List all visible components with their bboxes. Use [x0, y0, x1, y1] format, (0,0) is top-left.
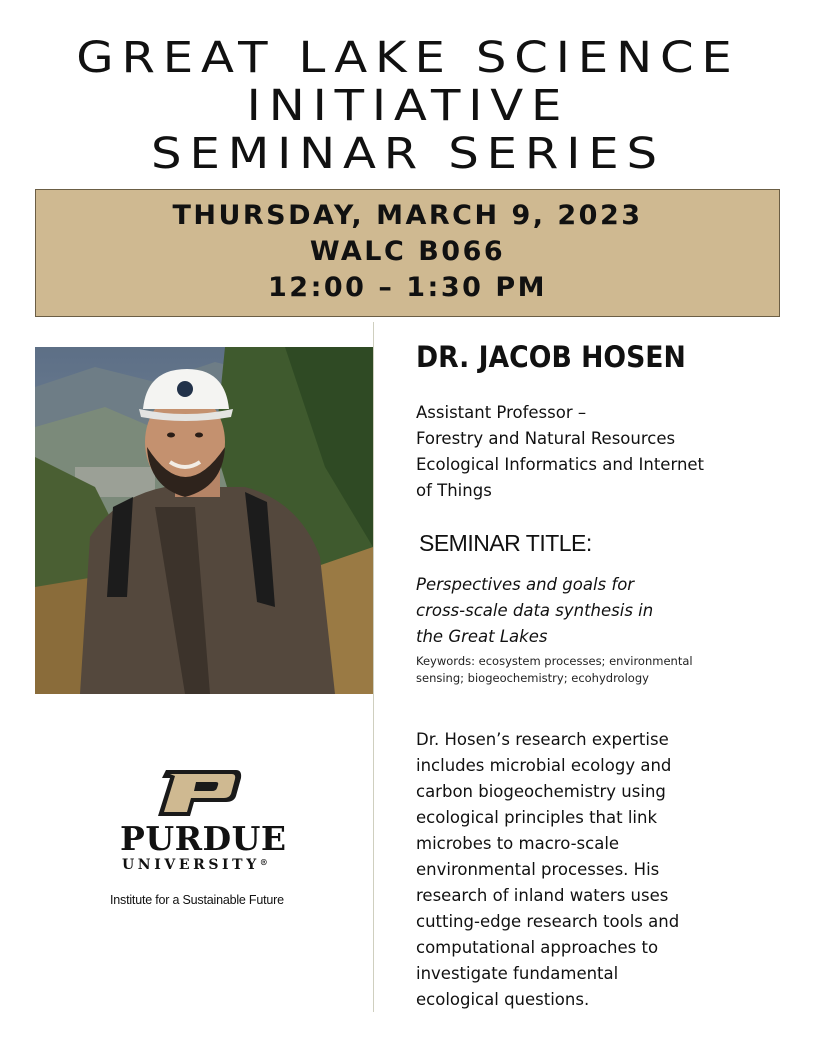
seminar-series-title: [0, 34, 816, 178]
bio-line: ecological questions.: [416, 990, 590, 1009]
bio-line: investigate fundamental: [416, 964, 619, 983]
keywords-line: Keywords: ecosystem processes; environmental: [416, 654, 693, 668]
affiliation-line: Forestry and Natural Resources: [416, 429, 676, 448]
bio-line: environmental processes. His: [416, 860, 660, 879]
seminar-title-line: Perspectives and goals for: [416, 575, 635, 594]
seminar-title: [416, 572, 786, 650]
seminar-title-line: cross-scale data synthesis in: [416, 601, 654, 620]
affiliation-line: of Things: [416, 481, 492, 500]
logo-purdue-text: PURDUE: [120, 819, 287, 858]
purdue-logo: [110, 768, 310, 918]
speaker-bio: [416, 727, 786, 1013]
bio-line: microbes to macro-scale: [416, 834, 620, 853]
seminar-title-line: the Great Lakes: [416, 627, 548, 646]
title-line-2: INITIATIVE: [246, 81, 570, 131]
affiliation-line: Assistant Professor –: [416, 403, 587, 422]
bio-line: cutting-edge research tools and: [416, 912, 680, 931]
column-divider: [373, 322, 374, 1012]
event-location: WALC B066: [309, 236, 506, 267]
institute-name: Institute for a Sustainable Future: [110, 893, 284, 907]
speaker-name: DR. JACOB HOSEN: [416, 340, 686, 374]
affiliation-line: Ecological Informatics and Internet: [416, 455, 705, 474]
bio-line: Dr. Hosen’s research expertise: [416, 730, 669, 749]
title-line-3: SEMINAR SERIES: [151, 129, 665, 179]
purdue-p-mark-icon: [156, 768, 242, 818]
event-time: 12:00 – 1:30 PM: [268, 272, 547, 303]
bio-line: research of inland waters uses: [416, 886, 669, 905]
bio-line: carbon biogeochemistry using: [416, 782, 666, 801]
logo-university-word: UNIVERSITY: [122, 857, 260, 873]
seminar-title-label: SEMINAR TITLE:: [419, 530, 592, 556]
bio-line: includes microbial ecology and: [416, 756, 672, 775]
event-date: THURSDAY, MARCH 9, 2023: [172, 200, 643, 231]
logo-university-text: [122, 857, 292, 873]
speaker-portrait-icon: [35, 347, 373, 694]
registered-mark: ®: [259, 857, 268, 867]
speaker-photo: [35, 347, 373, 694]
event-details-banner: [35, 189, 780, 317]
bio-line: computational approaches to: [416, 938, 659, 957]
keywords-line: sensing; biogeochemistry; ecohydrology: [416, 671, 649, 685]
bio-line: ecological principles that link: [416, 808, 658, 827]
seminar-keywords: [416, 653, 746, 687]
speaker-affiliation: [416, 400, 786, 504]
title-line-1: GREAT LAKE SCIENCE: [76, 33, 740, 83]
